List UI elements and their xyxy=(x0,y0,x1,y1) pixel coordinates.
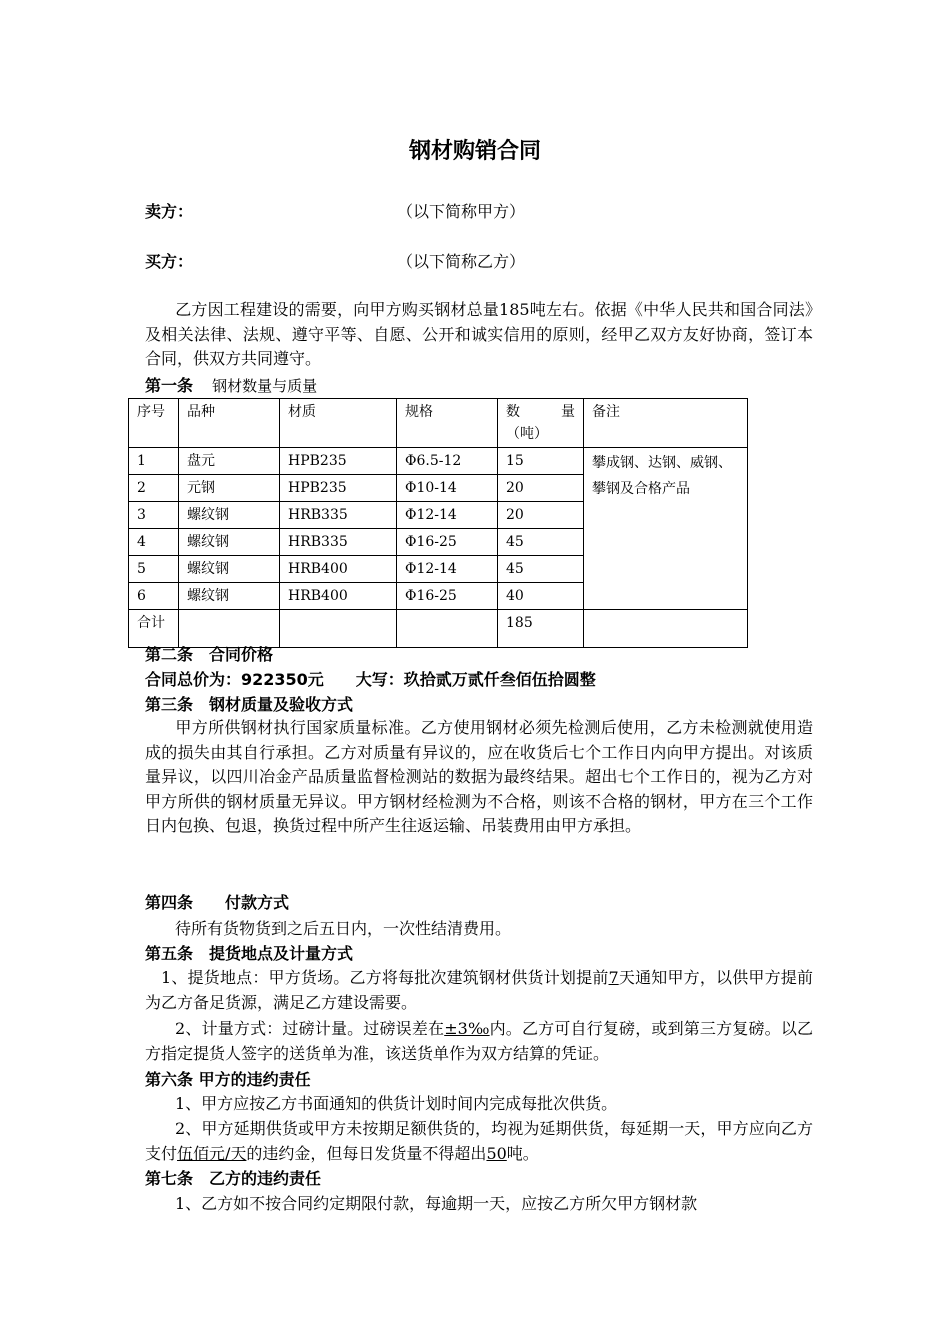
row-spec: Φ12-14 xyxy=(397,502,498,529)
contract-price-line: 合同总价为：922350元 大写：玖拾贰万贰仟叁佰伍拾圆整 xyxy=(145,670,596,689)
seller-line xyxy=(145,200,810,224)
clause-6-2-text-c: 吨。 xyxy=(506,1143,539,1163)
clause-6-2-text-a: 2、甲方延期供货或甲方未按期足额供货的，均视为延期供货，每延期一天，甲方应向乙方支付 xyxy=(145,1119,813,1163)
intro-text: 乙方因工程建设的需要，向甲方购买钢材总量185吨左右。依据《中华人民共和国合同法》及相关法律、法规、遵守平等、自愿、公开和诚实信用的原则，经甲乙双方友好协商，签订本合同，供双方共同遵守。 xyxy=(145,300,813,368)
article-4-body xyxy=(145,917,813,942)
row-seq: 3 xyxy=(129,502,179,529)
article-3-body xyxy=(145,716,813,839)
intro-paragraph xyxy=(145,298,813,372)
row-qty: 20 xyxy=(498,502,584,529)
clause-5-2-text-a: 2、计量方式：过磅计量。过磅误差在 xyxy=(175,1019,445,1038)
daily-delivery-limit: 50 xyxy=(486,1143,507,1163)
row-seq: 5 xyxy=(129,556,179,583)
article-1-number: 第一条 xyxy=(145,376,194,395)
remark-cell: 攀成钢、达钢、威钢、攀钢及合格产品 xyxy=(584,448,748,610)
seller-note: （以下简称甲方） xyxy=(397,202,526,221)
row-variety: 螺纹钢 xyxy=(179,583,280,610)
total-qty: 185 xyxy=(498,610,584,648)
article-3-heading: 第三条 钢材质量及验收方式 xyxy=(145,695,354,714)
clause-5-1-text-a: 1、提货地点：甲方货场。乙方将每批次建筑钢材供货计划提前 xyxy=(161,968,609,987)
row-qty: 45 xyxy=(498,529,584,556)
steel-spec-table xyxy=(128,398,748,648)
row-qty: 15 xyxy=(498,448,584,475)
row-variety: 螺纹钢 xyxy=(179,556,280,583)
row-variety: 盘元 xyxy=(179,448,280,475)
row-material: HRB400 xyxy=(280,556,397,583)
article-6-heading: 第六条 甲方的违约责任 xyxy=(145,1070,311,1089)
row-variety: 螺纹钢 xyxy=(179,502,280,529)
row-spec: Φ16-25 xyxy=(397,529,498,556)
article-1-title: 钢材数量与质量 xyxy=(212,377,318,395)
article-6-clause-1 xyxy=(145,1092,813,1117)
row-seq: 1 xyxy=(129,448,179,475)
header-variety: 品种 xyxy=(179,399,280,448)
header-quantity-unit: （吨） xyxy=(506,426,548,442)
header-spec: 规格 xyxy=(397,399,498,448)
clause-5-1-text-b: 天通知甲方，以供甲方提前为乙方备足货源，满足乙方建设需要。 xyxy=(145,968,813,1012)
weighing-tolerance: ±3‰ xyxy=(444,1019,490,1038)
row-variety: 螺纹钢 xyxy=(179,529,280,556)
row-spec: Φ10-14 xyxy=(397,475,498,502)
header-quantity-b: 量 xyxy=(561,404,575,420)
article-6-clause-2 xyxy=(145,1117,813,1166)
advance-notice-days: 7 xyxy=(608,968,619,987)
clause-6-2-text-b: 的违约金，但每日发货量不得超出 xyxy=(246,1143,487,1163)
row-material: HPB235 xyxy=(280,475,397,502)
row-seq: 2 xyxy=(129,475,179,502)
row-material: HRB335 xyxy=(280,529,397,556)
header-quantity-a: 数 xyxy=(506,404,520,420)
row-variety: 元钢 xyxy=(179,475,280,502)
row-material: HPB235 xyxy=(280,448,397,475)
row-qty: 40 xyxy=(498,583,584,610)
row-qty: 45 xyxy=(498,556,584,583)
article-5-clause-1 xyxy=(145,966,813,1015)
article-5-heading: 第五条 提货地点及计量方式 xyxy=(145,944,354,963)
daily-penalty: 伍佰元/天 xyxy=(177,1143,247,1163)
header-material: 材质 xyxy=(280,399,397,448)
clause-7-1-text: 1、乙方如不按合同约定期限付款，每逾期一天，应按乙方所欠甲方钢材款 xyxy=(175,1194,698,1213)
article-5-clause-2 xyxy=(145,1017,813,1066)
article-3-text: 甲方所供钢材执行国家质量标准。乙方使用钢材必须先检测后使用，乙方未检测就使用造成的损失由其自行承担。乙方对质量有异议的，应在收货后七个工作日内向甲方提出。对该质量异议，以四川冶金产品质量监督检测站的数据为最终结果。超出七个工作日的，视为乙方对甲方所供的钢材质量无异议。甲方钢材经检测为不合格，则该不合格的钢材，甲方在三个工作日内包换、包退，换货过程中所产生往返运输、吊装费用由甲方承担。 xyxy=(145,718,813,835)
table-header-row xyxy=(129,399,748,448)
article-2-heading: 第二条 合同价格 xyxy=(145,645,274,664)
row-seq: 4 xyxy=(129,529,179,556)
row-qty: 20 xyxy=(498,475,584,502)
table-total-row xyxy=(129,610,748,648)
article-7-heading: 第七条 乙方的违约责任 xyxy=(145,1169,322,1188)
seller-label: 卖方： xyxy=(145,202,194,221)
row-spec: Φ6.5-12 xyxy=(397,448,498,475)
article-1-heading xyxy=(145,374,810,398)
clause-5-2-text-b: 内。乙方可自行复磅，或到第三方复磅。以乙方指定提货人签字的送货单为准，该送货单作为双方结算的凭证。 xyxy=(145,1019,813,1063)
header-remark: 备注 xyxy=(584,399,748,448)
article-4-text: 待所有货物货到之后五日内，一次性结清费用。 xyxy=(175,919,512,938)
total-label: 合计 xyxy=(129,610,179,648)
header-quantity xyxy=(498,399,584,448)
buyer-label: 买方： xyxy=(145,252,194,271)
row-spec: Φ16-25 xyxy=(397,583,498,610)
row-material: HRB400 xyxy=(280,583,397,610)
row-spec: Φ12-14 xyxy=(397,556,498,583)
header-seq: 序号 xyxy=(129,399,179,448)
row-seq: 6 xyxy=(129,583,179,610)
clause-6-1-text: 1、甲方应按乙方书面通知的供货计划时间内完成每批次供货。 xyxy=(175,1094,618,1113)
row-material: HRB335 xyxy=(280,502,397,529)
table-row xyxy=(129,448,748,475)
buyer-line xyxy=(145,250,810,274)
buyer-note: （以下简称乙方） xyxy=(397,252,526,271)
article-7-clause-1 xyxy=(145,1192,813,1217)
article-4-heading: 第四条 付款方式 xyxy=(145,893,290,912)
page-title: 钢材购销合同 xyxy=(408,139,541,164)
